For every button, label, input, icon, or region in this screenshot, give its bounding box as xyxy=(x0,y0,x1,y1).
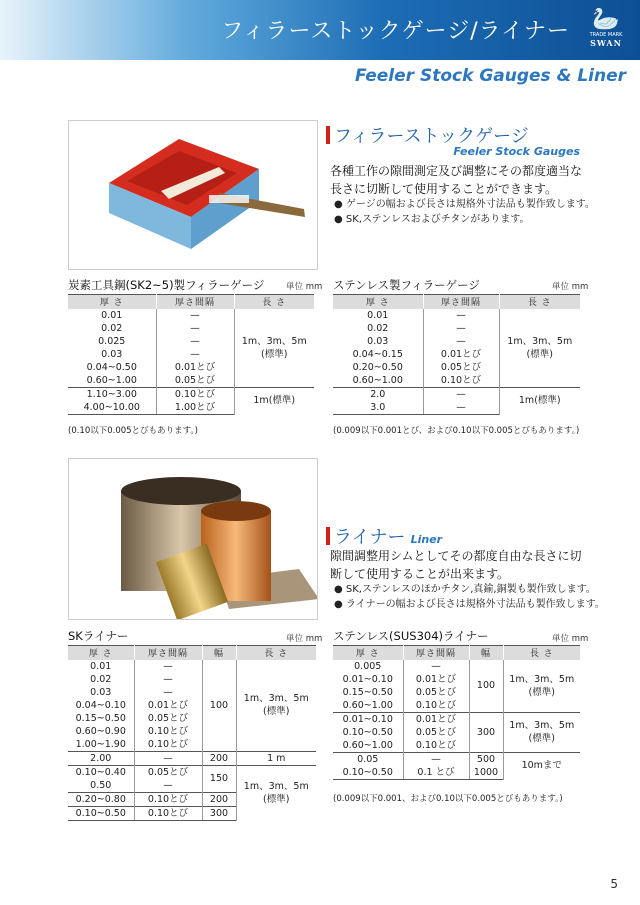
table-header: 長 さ xyxy=(234,295,314,309)
table-cell: 0.05とび xyxy=(403,726,469,739)
table-cell: 0.005 xyxy=(354,660,382,672)
width-cell: 100 xyxy=(469,660,503,713)
table-cell: — xyxy=(423,309,499,322)
table-cell: 0.10とび xyxy=(134,738,202,752)
table-header: 幅 xyxy=(202,646,236,660)
liner-rolls-image xyxy=(69,459,318,620)
table-cell: 0.04~0.50 xyxy=(86,361,137,373)
table-row xyxy=(333,712,580,726)
table-cell: 0.10~0.50 xyxy=(68,806,134,820)
table-cell: — xyxy=(134,660,202,673)
table-cell: 0.01~0.10 xyxy=(342,673,393,685)
width-cell: 100 xyxy=(202,660,236,752)
table1-unit: 単位 mm xyxy=(286,282,323,292)
table-cell: 0.01 xyxy=(367,309,389,321)
table2-unit: 単位 mm xyxy=(552,282,589,292)
table-cell: 0.10とび xyxy=(403,699,469,713)
swan-logo xyxy=(582,8,630,54)
table-row xyxy=(333,660,580,673)
logo-word: SWAN xyxy=(590,38,622,48)
table-row xyxy=(333,309,580,322)
table-cell: 0.05とび xyxy=(134,712,202,725)
table-header: 厚さ間隔 xyxy=(423,295,499,309)
section-feeler-description: 各種工作の隙間測定及び調整にその都度適当な長さに切断して使用することができます。 xyxy=(330,164,583,196)
table-cell: — xyxy=(423,335,499,348)
length-cell: 1m(標準) xyxy=(234,387,314,414)
table-cell: 0.10とび xyxy=(423,374,499,388)
table-cell: — xyxy=(156,309,234,322)
section-feeler-bullet-1: ● ゲージの幅および長さは規格外寸法品も製作致します。 xyxy=(334,199,595,210)
table-cell: 2.00 xyxy=(68,751,134,765)
section-liner-bullet-1: ● SK,ステンレスのほかチタン,真鍮,銅製も製作致します。 xyxy=(334,584,596,595)
table-row xyxy=(68,751,316,765)
table-cell: 0.15~0.50 xyxy=(342,686,393,698)
table-header: 厚 さ xyxy=(68,295,156,309)
table-cell: 0.01 xyxy=(101,309,123,321)
table-row xyxy=(68,660,316,673)
table-cell: 0.05 xyxy=(333,752,403,766)
page-subtitle: Feeler Stock Gauges & Liner xyxy=(354,66,626,86)
table-cell: 0.04~0.15 xyxy=(352,348,403,360)
table-cell: — xyxy=(134,673,202,686)
table-header: 幅 xyxy=(469,646,503,660)
table-row xyxy=(68,387,314,401)
table-cell: 0.50 xyxy=(90,779,112,791)
table-cell: — xyxy=(423,387,499,401)
table2-note: (0.009以下0.001とび、および0.10以下0.005とびもあります。) xyxy=(333,426,580,436)
table-cell: 0.025 xyxy=(98,335,126,347)
table-cell: 0.60~1.00 xyxy=(86,374,137,386)
length-cell: 1m(標準) xyxy=(499,387,580,414)
table-cell: 3.0 xyxy=(333,401,423,415)
feeler-gauge-photo xyxy=(68,120,318,270)
table-row xyxy=(68,309,314,322)
table-cell: 1.00~1.90 xyxy=(75,738,126,750)
table-cell: 0.04~0.10 xyxy=(75,699,126,711)
section-feeler-bullet-2: ● SK,ステンレスおよびチタンがあります。 xyxy=(334,214,530,225)
page-number: 5 xyxy=(610,877,618,891)
table-cell: 0.60~0.90 xyxy=(75,725,126,737)
length-cell: 1 m xyxy=(236,751,316,765)
table-header: 長 さ xyxy=(236,646,316,660)
table-cell: — xyxy=(423,322,499,335)
swan-icon: 🦢 xyxy=(592,7,620,32)
length-cell: 1m、3m、5m (標準) xyxy=(234,309,314,388)
table-cell: 0.03 xyxy=(101,348,123,360)
table-cell: 0.60~1.00 xyxy=(352,374,403,386)
table-header: 厚 さ xyxy=(68,646,134,660)
width-cell: 200 xyxy=(202,751,236,765)
table2 xyxy=(333,294,580,415)
table-header-row xyxy=(333,295,580,309)
table-cell: 0.10~0.40 xyxy=(68,765,134,779)
width-cell: 1000 xyxy=(469,766,503,780)
table1-note: (0.10以下0.005とびもあります。) xyxy=(68,426,198,436)
table-cell: 0.02 xyxy=(90,673,112,685)
page-title: フィラーストックゲージ/ライナー xyxy=(221,19,570,44)
table4-unit: 単位 mm xyxy=(552,634,589,644)
table-cell: 0.01とび xyxy=(403,712,469,726)
table-header: 長 さ xyxy=(499,295,580,309)
table-header: 厚さ間隔 xyxy=(403,646,469,660)
length-cell: 1m、3m、5m (標準) xyxy=(503,712,580,752)
table3 xyxy=(68,645,316,821)
table1 xyxy=(68,294,314,415)
header-banner xyxy=(0,0,640,60)
table4 xyxy=(333,645,580,780)
table-cell: 0.03 xyxy=(90,686,112,698)
table-row xyxy=(333,387,580,401)
table-cell: 0.15~0.50 xyxy=(75,712,126,724)
table-header-row xyxy=(68,295,314,309)
table-header: 厚さ間隔 xyxy=(156,295,234,309)
length-cell: 1m、3m、5m (標準) xyxy=(499,309,580,388)
table-cell: 0.03 xyxy=(367,335,389,347)
table-header-row xyxy=(333,646,580,660)
table-cell: 0.60~1.00 xyxy=(342,739,393,751)
table-cell: 0.01 xyxy=(90,660,112,672)
table-cell: 0.01とび xyxy=(134,699,202,712)
heading-bar xyxy=(326,126,330,144)
logo-trademark: TRADE MARK xyxy=(589,32,623,38)
table-header: 厚 さ xyxy=(333,295,423,309)
table-cell: 0.10とび xyxy=(134,725,202,738)
table-cell: — xyxy=(134,779,202,793)
section-feeler-title-en: Feeler Stock Gauges xyxy=(453,145,580,158)
table-cell: — xyxy=(134,751,202,765)
length-cell: 1m、3m、5m (標準) xyxy=(503,660,580,713)
table-cell: 0.20~0.50 xyxy=(352,361,403,373)
table-cell: 0.05とび xyxy=(403,686,469,699)
table-cell: 0.10とび xyxy=(134,792,202,806)
table4-note: (0.009以下0.001、および0.10以下0.005とびもあります。) xyxy=(333,794,563,804)
table-cell: 0.10~0.50 xyxy=(342,726,393,738)
table-cell: 0.10とび xyxy=(403,739,469,753)
table4-title: ステンレス(SUS304)ライナー xyxy=(333,629,489,643)
table-cell: — xyxy=(134,686,202,699)
table-cell: 0.01とび xyxy=(156,361,234,374)
table-header: 長 さ xyxy=(503,646,580,660)
section-liner-title: ライナー xyxy=(334,527,406,548)
table-cell: — xyxy=(423,401,499,415)
table2-title: ステンレス製フィラーゲージ xyxy=(333,278,480,292)
table1-title: 炭素工具鋼(SK2~5)製フィラーゲージ xyxy=(68,278,265,292)
length-cell: 1m、3m、5m (標準) xyxy=(236,765,316,820)
table-cell: 0.02 xyxy=(367,322,389,334)
table3-title: SKライナー xyxy=(68,629,129,643)
table-cell: 0.01~0.10 xyxy=(333,712,403,726)
table-header: 厚さ間隔 xyxy=(134,646,202,660)
table-header: 厚 さ xyxy=(333,646,403,660)
table-cell: 0.10とび xyxy=(134,806,202,820)
liner-photo xyxy=(68,458,318,620)
length-cell: 10mまで xyxy=(503,752,580,779)
table-cell: — xyxy=(156,348,234,361)
section-feeler-title: フィラーストックゲージ xyxy=(334,126,529,147)
width-cell: 300 xyxy=(202,806,236,820)
table-cell: 0.60~1.00 xyxy=(342,699,393,711)
section-liner-heading xyxy=(326,523,442,549)
section-liner-bullet-2: ● ライナーの幅および長さは規格外寸法品も製作致します。 xyxy=(334,599,605,610)
table-cell: 4.00~10.00 xyxy=(68,401,156,415)
table-cell: 2.0 xyxy=(333,387,423,401)
length-cell: 1m、3m、5m (標準) xyxy=(236,660,316,752)
table3-unit: 単位 mm xyxy=(286,634,323,644)
table-cell: 0.05とび xyxy=(134,765,202,779)
table-cell: 0.20~0.80 xyxy=(68,792,134,806)
width-cell: 150 xyxy=(202,765,236,792)
table-cell: 0.01とび xyxy=(423,348,499,361)
table-cell: 1.00とび xyxy=(156,401,234,415)
table-cell: 0.10~0.50 xyxy=(333,766,403,780)
feeler-gauge-box-image xyxy=(69,121,318,270)
width-cell: 300 xyxy=(469,712,503,752)
table-row xyxy=(333,752,580,766)
width-cell: 500 xyxy=(469,752,503,766)
table-cell: 0.05とび xyxy=(423,361,499,374)
table-cell: — xyxy=(403,752,469,766)
table-cell: 0.01とび xyxy=(403,673,469,686)
table-header-row xyxy=(68,646,316,660)
table-cell: — xyxy=(156,335,234,348)
table-cell: — xyxy=(156,322,234,335)
table-cell: 0.1 とび xyxy=(403,766,469,780)
table-cell: 0.05とび xyxy=(156,374,234,388)
table-cell: 0.02 xyxy=(101,322,123,334)
table-cell: 1.10~3.00 xyxy=(68,387,156,401)
section-liner-title-en: Liner xyxy=(410,533,443,546)
section-liner-description: 隙間調整用シムとしてその都度自由な長さに切断して使用することが出来ます。 xyxy=(330,549,582,581)
table-cell: 0.10とび xyxy=(156,387,234,401)
heading-bar xyxy=(326,527,330,545)
table-row xyxy=(68,765,316,779)
width-cell: 200 xyxy=(202,792,236,806)
table-cell: — xyxy=(403,660,469,673)
